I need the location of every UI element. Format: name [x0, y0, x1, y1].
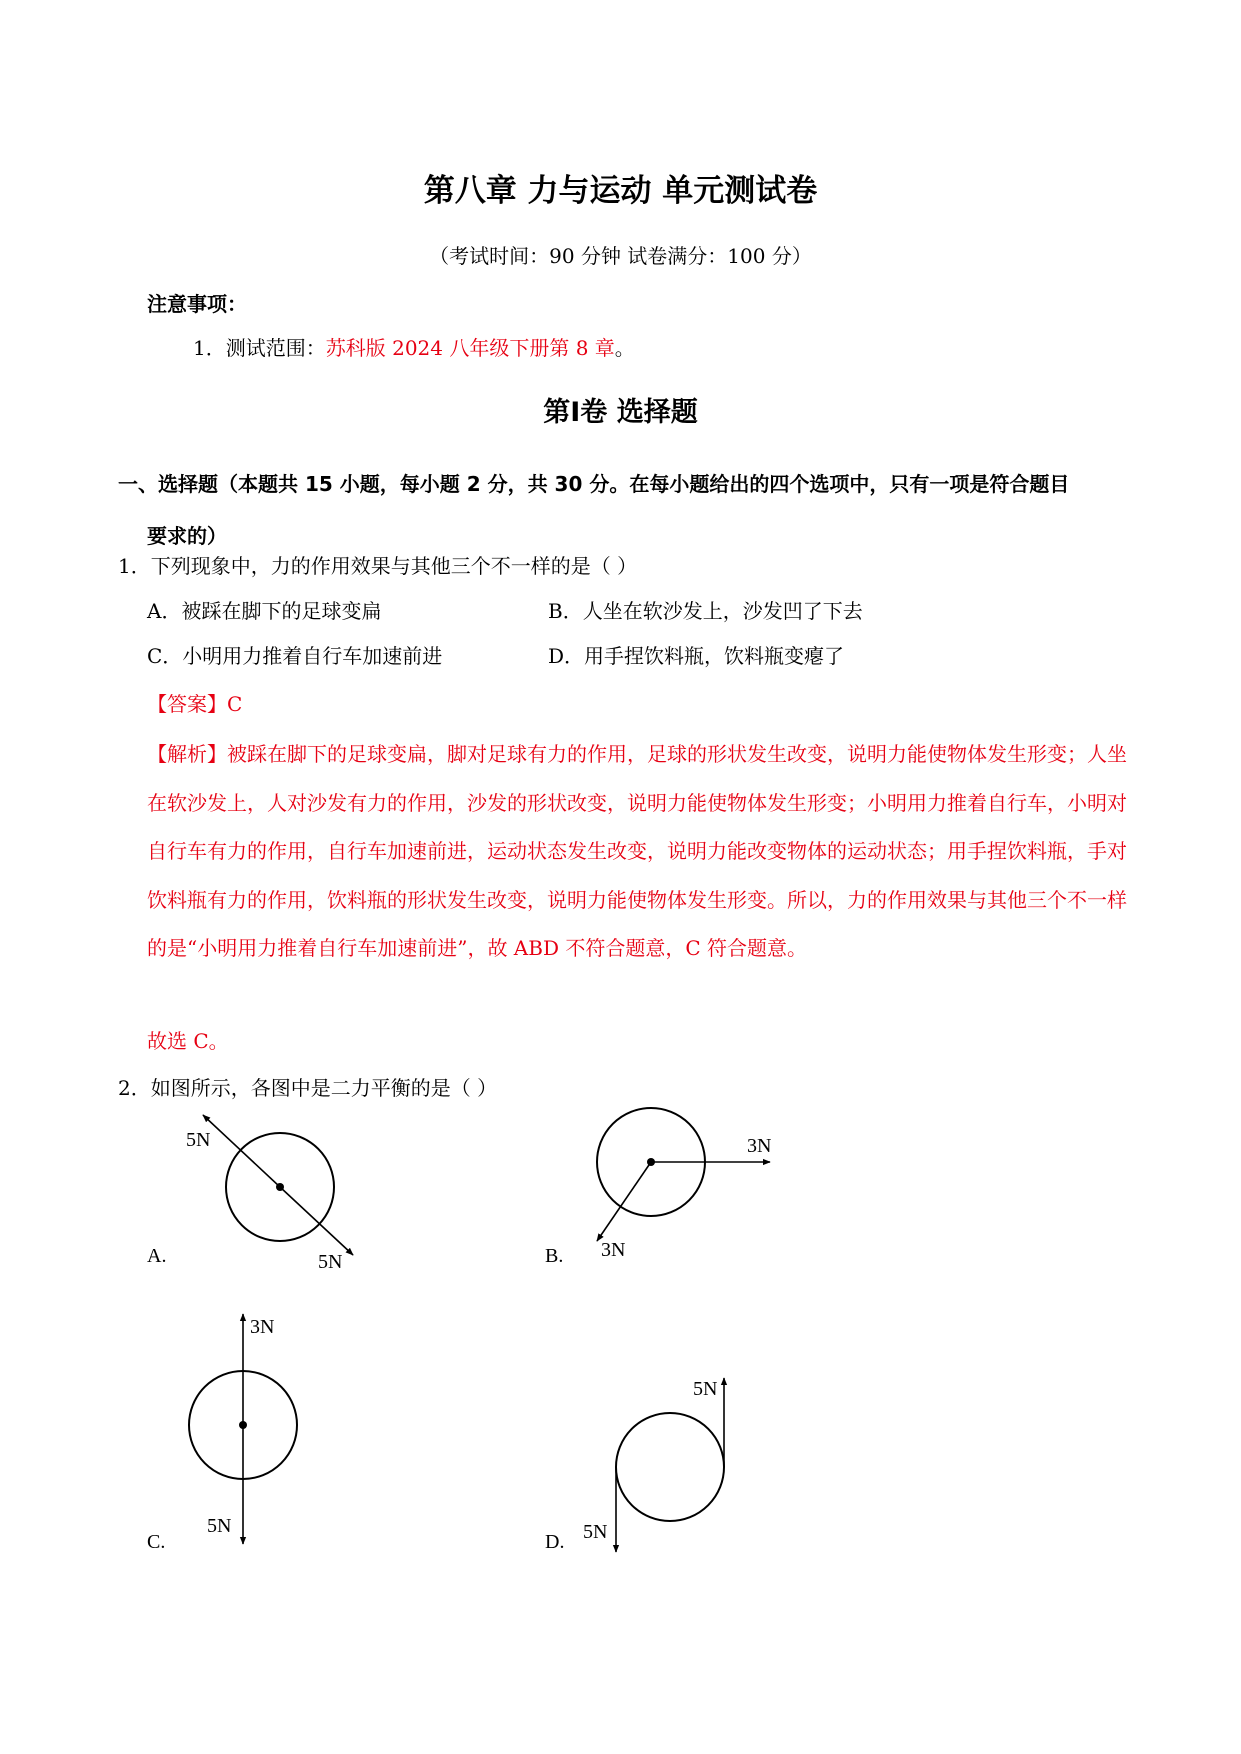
- figure-a-label: A.: [147, 1245, 167, 1267]
- figure-b-arrow-2: [597, 1162, 651, 1241]
- figure-b: [545, 1108, 771, 1267]
- figure-b-force-2: 3N: [601, 1239, 626, 1261]
- q1-option-b: B．人坐在软沙发上，沙发凹了下去: [548, 599, 863, 623]
- figure-d-circle: [616, 1413, 724, 1521]
- q1-option-c: C．小明用力推着自行车加速前进: [147, 644, 443, 668]
- figure-d-force-1: 5N: [693, 1378, 718, 1400]
- section-title: 第Ⅰ卷 选择题: [543, 397, 698, 428]
- figure-c-label: C.: [147, 1531, 166, 1553]
- q1-analysis-text: 被踩在脚下的足球变扁，脚对足球有力的作用，足球的形状发生改变，说明力能使物体发生形变；人坐在软沙发上，人对沙发有力的作用，沙发的形状改变，说明力能使物体发生形变；小明用力推着自行车，小明对自行车有力的作用，自行车加速前进，运动状态发生改变，说明力能改变物体的运动状态；用手捏饮料瓶，手对饮料瓶有力的作用，饮料瓶的形状发生改变，说明力能使物体发生形变。所以，力的作用效果与其他三个不一样的是“小明用力推着自行车加速前进”，故 ABD 不符合题意，C 符合题意。: [147, 742, 1127, 960]
- q1-option-d: D．用手捏饮料瓶，饮料瓶变瘪了: [548, 644, 845, 668]
- note-item-1-suffix: 。: [614, 336, 635, 360]
- figure-c-force-1: 3N: [250, 1316, 275, 1338]
- q1-analysis-label: 【解析】: [147, 742, 227, 766]
- q1-answer-label: 【答案】: [147, 692, 227, 716]
- figure-a-force-1: 5N: [186, 1129, 211, 1151]
- figure-d: [545, 1378, 724, 1553]
- figure-c: [147, 1314, 297, 1553]
- figure-a-force-2: 5N: [318, 1251, 343, 1273]
- q1-stem: 1．下列现象中，力的作用效果与其他三个不一样的是（ ）: [118, 554, 638, 578]
- q1-option-a: A．被踩在脚下的足球变扁: [147, 599, 382, 623]
- notes-heading: 注意事项：: [147, 292, 247, 316]
- figure-b-label: B.: [545, 1245, 564, 1267]
- exam-info: （考试时间：90 分钟 试卷满分：100 分）: [429, 244, 812, 268]
- q1-conclusion: 故选 C。: [147, 1029, 229, 1053]
- page-title: 第八章 力与运动 单元测试卷: [423, 173, 818, 209]
- part1-header-line2: 要求的）: [147, 524, 227, 548]
- figure-a-arrow-2: [280, 1187, 353, 1255]
- figure-b-force-1: 3N: [747, 1135, 772, 1157]
- figure-a: [147, 1115, 353, 1273]
- note-item-1-scope: 苏科版 2024 八年级下册第 8 章: [325, 336, 615, 360]
- figure-d-force-2: 5N: [583, 1521, 608, 1543]
- q2-stem: 2．如图所示，各图中是二力平衡的是（ ）: [118, 1076, 498, 1100]
- q1-answer-value: C: [227, 692, 243, 716]
- figure-d-label: D.: [545, 1531, 565, 1553]
- figure-a-arrow-1: [203, 1115, 280, 1187]
- note-item-1-prefix: 1．测试范围：: [193, 336, 326, 360]
- part1-header-line1: 一、选择题（本题共 15 小题，每小题 2 分，共 30 分。在每小题给出的四个选项中，只有一项是符合题目: [118, 472, 1070, 496]
- figure-c-force-2: 5N: [207, 1515, 232, 1537]
